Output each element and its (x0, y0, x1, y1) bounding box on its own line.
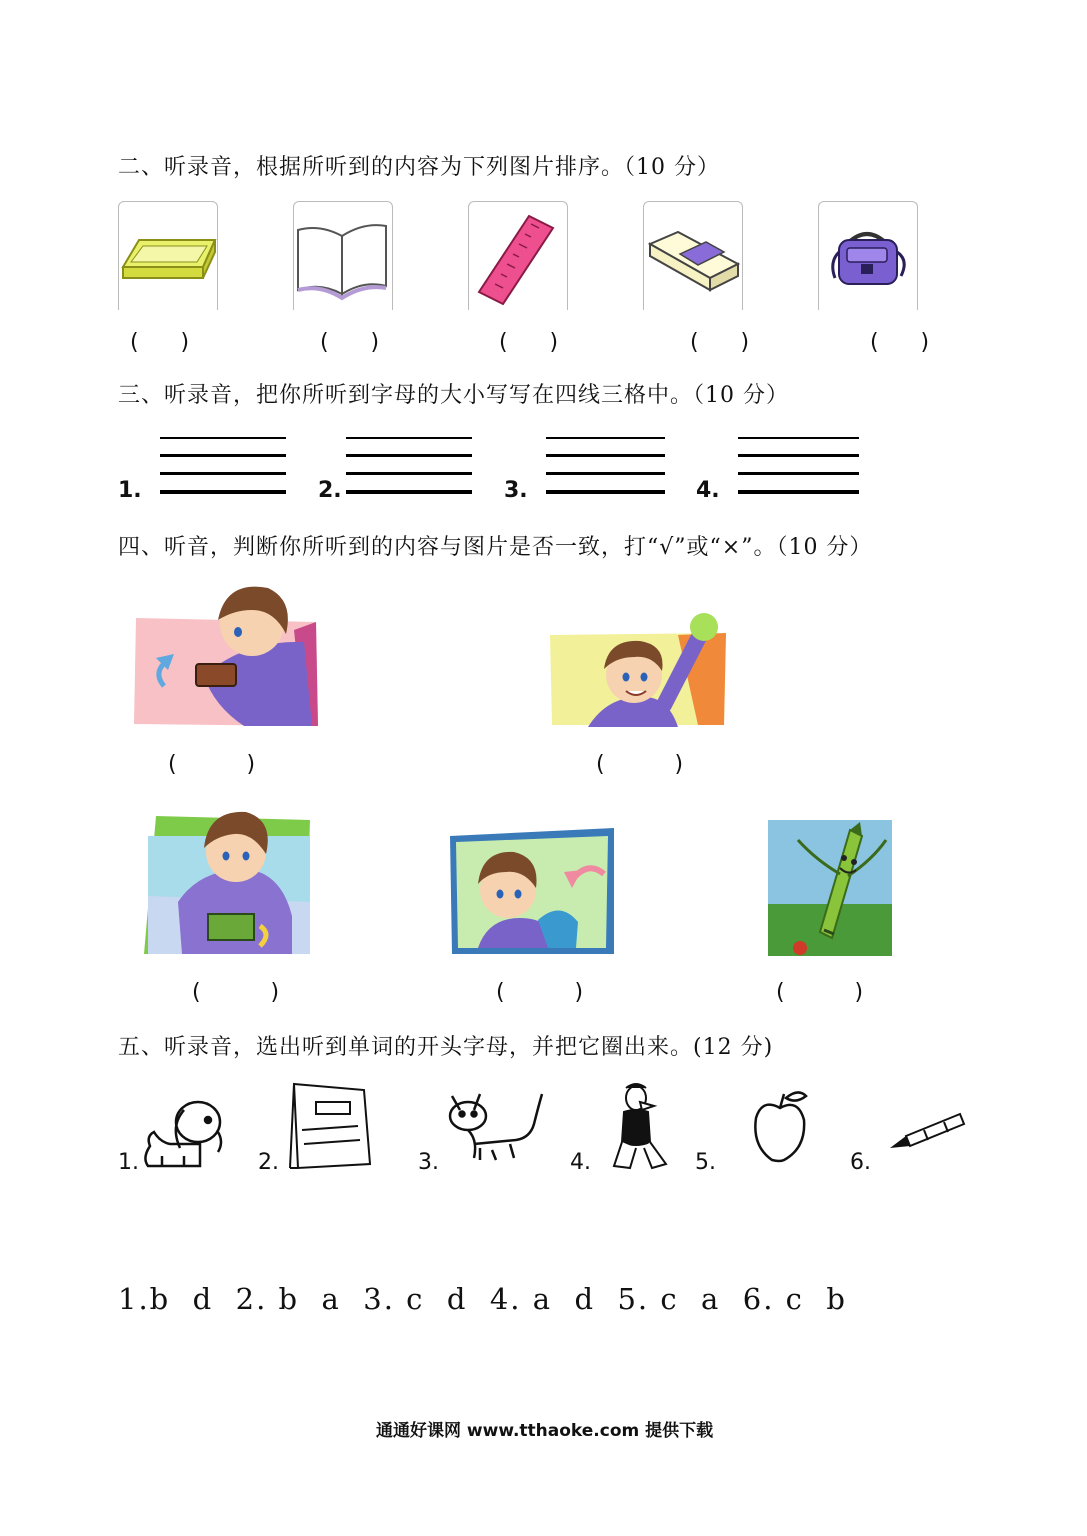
line-label-4: 4. (696, 478, 720, 503)
schoolbag-card (818, 201, 918, 310)
four-line-grid-4 (738, 437, 859, 495)
section4-paren-2: ( ) (596, 752, 684, 777)
q5-number-3: 3. (418, 1150, 439, 1175)
section4-paren-3: ( ) (192, 980, 280, 1005)
line-label-2: 2. (318, 478, 342, 503)
q5-number-5: 5. (695, 1150, 716, 1175)
dancing-crayon-icon (768, 820, 892, 956)
section4-paren-4: ( ) (496, 980, 584, 1005)
schoolbag-icon (819, 202, 917, 310)
q5-number-1: 1. (118, 1150, 139, 1175)
eraser-card (643, 201, 743, 310)
q5-number-4: 4. (570, 1150, 591, 1175)
footer-text: 通通好课网 www.tthaoke.com 提供下载 (376, 1421, 714, 1441)
section2-paren-4: ( ) (690, 330, 750, 355)
eraser-icon (644, 202, 742, 310)
q5-number-2: 2. (258, 1150, 279, 1175)
line-label-3: 3. (504, 478, 528, 503)
section4-paren-5: ( ) (776, 980, 864, 1005)
section2-paren-3: ( ) (499, 330, 559, 355)
boy-close-book-icon (142, 806, 312, 956)
open-book-icon (294, 202, 392, 310)
ruler-card (468, 201, 568, 310)
ruler-icon (469, 202, 567, 310)
section2-paren-5: ( ) (870, 330, 930, 355)
four-line-grid-3 (546, 437, 665, 495)
boy-raise-hand-icon (548, 605, 728, 727)
section2-heading: 二、听录音，根据所听到的内容为下列图片排序。（10 分） (118, 155, 720, 180)
section2-paren-1: ( ) (130, 330, 190, 355)
crayon-icon (888, 1110, 966, 1152)
section2-paren-2: ( ) (320, 330, 380, 355)
section5-heading: 五、听录音，选出听到单词的开头字母，并把它圈出来。(12 分) (118, 1035, 774, 1060)
apple-icon (750, 1088, 812, 1164)
boy-open-pencil-box-icon (134, 580, 319, 728)
book-card (293, 201, 393, 310)
four-line-grid-1 (160, 437, 286, 495)
q5-number-6: 6. (850, 1150, 871, 1175)
cat-icon (444, 1088, 548, 1164)
pencil-box-card (118, 201, 218, 310)
boy-carry-bag-icon (448, 826, 616, 956)
section5-letter-choices: 1.b d 2. b a 3. c d 4. a d 5. c a 6. c b (118, 1282, 847, 1316)
book-icon (288, 1080, 376, 1172)
section4-paren-1: ( ) (168, 752, 256, 777)
line-label-1: 1. (118, 478, 142, 503)
duck-icon (606, 1082, 670, 1174)
section3-heading: 三、听录音，把你所听到字母的大小写写在四线三格中。（10 分） (118, 383, 789, 408)
four-line-grid-2 (346, 437, 472, 495)
section4-heading: 四、听音，判断你所听到的内容与图片是否一致，打“√”或“×”。（10 分） (118, 535, 873, 560)
dog-icon (140, 1096, 230, 1172)
pencil-box-icon (119, 202, 217, 310)
